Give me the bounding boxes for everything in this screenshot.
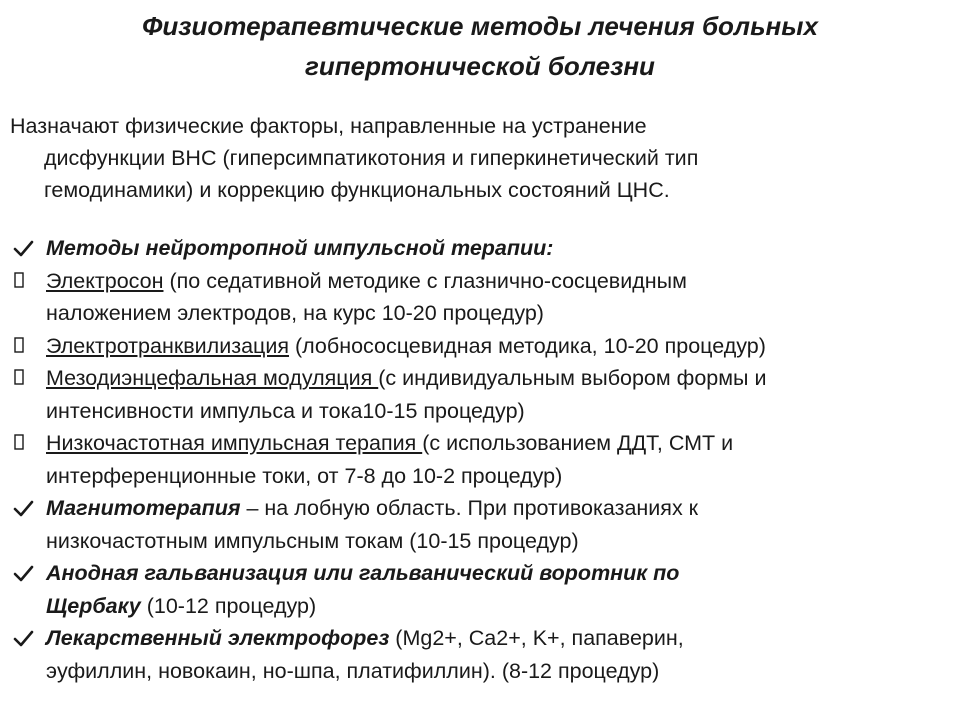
title-line-1: Физиотерапевтические методы лечения больных <box>142 11 818 41</box>
intro-paragraph <box>10 110 910 206</box>
check-icon <box>12 232 36 264</box>
check-icon <box>12 492 36 524</box>
item-text: (лобнососцевидная методика, 10-20 процедур) <box>289 333 766 358</box>
item-text: (с использованием ДДТ, СМТ и <box>422 431 734 455</box>
item-text: (Mg2+, Ca2+, K+, папаверин, <box>389 626 684 650</box>
intro-line-1: Назначают физические факторы, направленные на устранение <box>10 114 647 138</box>
item-text-cont: наложением электродов, на курс 10-20 процедур) <box>46 301 544 325</box>
square-bullet-icon <box>12 265 36 297</box>
item-heading: Магнитотерапия <box>46 496 241 520</box>
square-bullet-icon <box>12 330 36 362</box>
check-icon <box>12 557 36 589</box>
item-text-cont: интерференционные токи, от 7-8 до 10-2 процедур) <box>46 463 563 488</box>
item-text-cont: интенсивности импульса и тока10-15 процедур) <box>46 398 525 423</box>
check-icon <box>12 622 36 654</box>
item-method-name: Мезодиэнцефальная модуляция <box>46 366 379 390</box>
item-method-name: Электросон <box>46 268 164 293</box>
item-heading: Анодная гальванизация или гальванический воротник по <box>46 561 680 585</box>
item-text-cont: эуфиллин, новокаин, но-шпа, платифиллин). (8-12 процедур) <box>46 658 660 683</box>
item-text: (с индивидуальным выбором формы и <box>378 366 767 390</box>
item-heading: Методы нейротропной импульсной терапии: <box>46 236 554 260</box>
list-item <box>10 557 955 622</box>
item-text: – на лобную область. При противоказаниях к <box>240 496 699 520</box>
list-item <box>10 427 955 492</box>
methods-list <box>10 232 955 687</box>
slide-title <box>0 6 960 86</box>
item-heading: Лекарственный электрофорез <box>46 626 390 650</box>
item-text-cont: (10-12 процедур) <box>140 593 317 618</box>
intro-line-2: дисфункции ВНС (гиперсимпатикотония и гиперкинетический тип <box>44 146 699 170</box>
list-item <box>10 232 955 265</box>
intro-line-3: гемодинамики) и коррекцию функциональных состояний ЦНС. <box>44 178 670 202</box>
square-bullet-icon <box>12 362 36 394</box>
list-item <box>10 265 955 330</box>
square-bullet-icon <box>12 427 36 459</box>
item-text: (по седативной методике с глазнично-сосцевидным <box>163 268 687 293</box>
item-method-name: Низкочастотная импульсная терапия <box>46 431 423 455</box>
list-item <box>10 622 955 687</box>
item-text-cont: низкочастотным импульсным токам (10-15 процедур) <box>46 528 579 553</box>
list-item <box>10 492 955 557</box>
title-line-2: гипертонической болезни <box>305 51 655 81</box>
item-method-name: Электротранквилизация <box>46 333 289 358</box>
list-item <box>10 362 955 427</box>
item-heading-cont: Щербаку <box>46 593 141 618</box>
list-item <box>10 330 955 363</box>
